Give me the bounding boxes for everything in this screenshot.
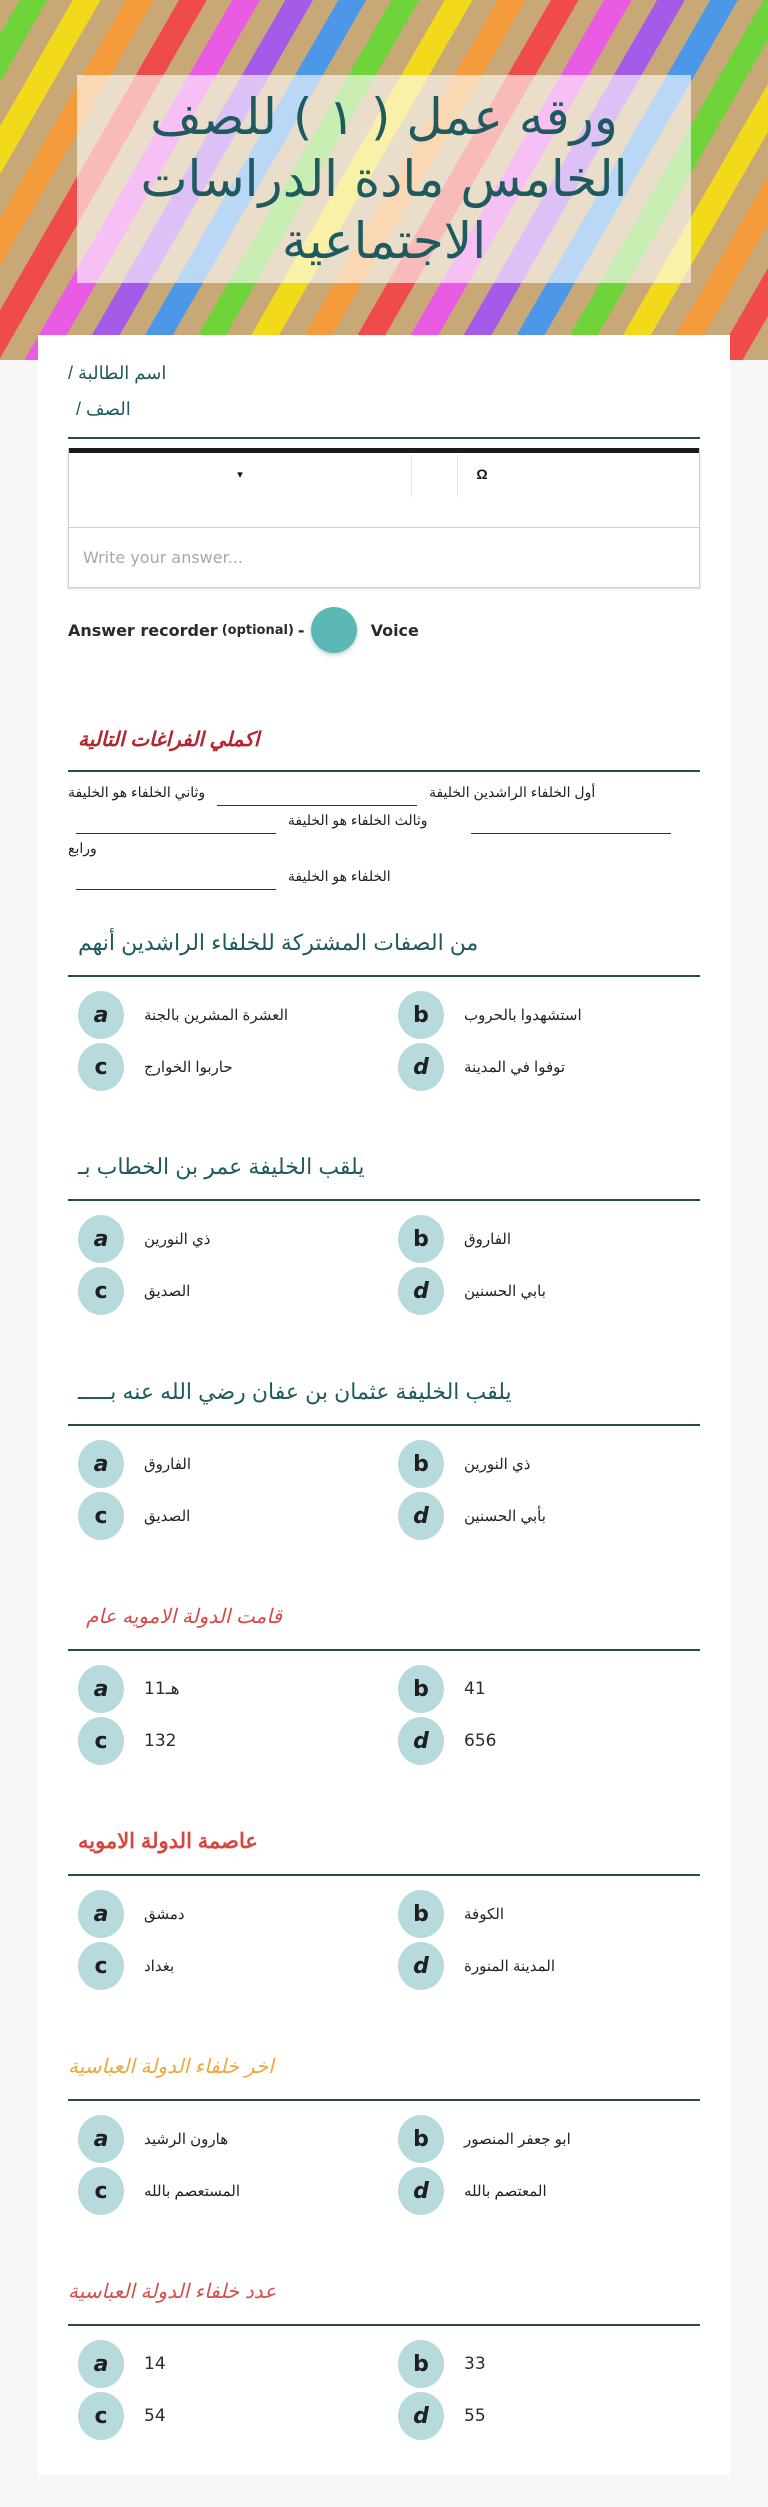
option-text: المدينة المنورة [464,1958,555,1975]
options-grid [68,991,700,1091]
question-4 [68,1597,700,1765]
question-2 [68,1147,700,1315]
option-c[interactable] [78,1942,390,1990]
options-grid [68,1890,700,1990]
divider [68,975,700,977]
option-text: الفاروق [464,1231,512,1248]
option-letter: c [78,1492,124,1540]
option-letter: a [78,1215,124,1263]
blank-text: وثالث الخلفاء هو الخليفة [287,812,428,828]
option-text: بابي الحسنين [464,1283,546,1300]
question-3 [68,1372,700,1540]
option-letter: b [398,1440,444,1488]
option-c[interactable] [78,2392,390,2440]
recorder-optional: (optional) [221,622,294,638]
question-title: من الصفات المشتركة للخلفاء الراشدين أنهم [78,930,479,955]
option-b[interactable] [398,2115,710,2163]
recorder-label: Answer recorder [68,620,218,640]
option-text: توفوا في المدينة [464,1059,566,1076]
answer-editor [68,448,700,588]
option-c[interactable] [78,1717,390,1765]
option-letter: c [78,1717,124,1765]
student-info [68,355,700,445]
divider [68,1874,700,1876]
option-c[interactable] [78,1043,390,1091]
options-grid [68,2115,700,2215]
option-a[interactable] [78,991,390,1039]
blank-field[interactable] [76,872,276,890]
section-title: اكملي الفراغات التالية [78,729,260,751]
option-b[interactable] [398,1890,710,1938]
special-character-button[interactable] [467,453,497,495]
option-letter: d [398,1492,444,1540]
divider [68,2324,700,2326]
option-b[interactable] [398,991,710,1039]
worksheet-title: ورقه عمل ( ١ ) للصف الخامس مادة الدراسات الاجتماعية [140,88,628,270]
option-letter: d [398,1942,444,1990]
question-title: قامت الدولة الامويه عام [86,1606,283,1628]
option-letter: a [78,1665,124,1713]
title-box [77,75,691,283]
option-text: 656 [464,1731,497,1751]
option-text: 132 [144,1731,177,1751]
option-letter: b [398,1890,444,1938]
question-1 [68,923,700,1091]
option-text: حاربوا الخوارج [144,1059,233,1076]
option-text: ذي النورين [144,1231,211,1248]
worksheet-card [38,335,730,2475]
option-letter: d [398,1717,444,1765]
option-text: استشهدوا بالحروب [464,1007,582,1024]
option-text: الصديق [144,1508,191,1525]
divider [68,1199,700,1201]
option-text: العشرة المشرين بالجنة [144,1007,289,1024]
divider [68,1649,700,1651]
blank-text: أول الخلفاء الراشدين الخليفة [428,784,596,800]
option-b[interactable] [398,2340,710,2388]
option-letter: c [78,1267,124,1315]
options-grid [68,2340,700,2440]
option-letter: d [398,2167,444,2215]
omega-icon: Ω [476,466,488,482]
option-letter: b [398,2115,444,2163]
option-text: 11هـ [144,1679,180,1699]
header-banner [0,0,768,360]
option-text: الصديق [144,1283,191,1300]
option-letter: d [398,2392,444,2440]
option-text: المستعصم بالله [144,2183,241,2200]
recorder-dash: - [297,620,305,640]
answer-recorder [68,605,700,655]
question-title: عدد خلفاء الدولة العباسية [68,2281,277,2303]
option-letter: b [398,991,444,1039]
option-letter: a [78,1890,124,1938]
option-text: الكوفة [464,1906,504,1923]
option-letter: a [78,1440,124,1488]
question-7 [68,2272,700,2440]
options-grid [68,1215,700,1315]
format-dropdown[interactable] [69,453,411,495]
option-text: 14 [144,2354,166,2374]
option-a[interactable] [78,1665,390,1713]
option-letter: a [78,2340,124,2388]
chevron-down-icon: ▾ [237,468,243,481]
blank-text: ورابع [68,840,97,856]
option-text: المعتصم بالله [464,2183,547,2200]
option-letter: c [78,1942,124,1990]
option-text: دمشق [144,1906,185,1923]
option-text: 41 [464,1679,486,1699]
option-text: هارون الرشيد [144,2131,229,2148]
options-grid [68,1440,700,1540]
options-grid [68,1665,700,1765]
option-b[interactable] [398,1215,710,1263]
blank-text: الخلفاء هو الخليفة [287,868,391,884]
option-d[interactable] [398,1267,710,1315]
toolbar-separator [411,455,412,497]
option-letter: a [78,991,124,1039]
option-a[interactable] [78,2115,390,2163]
answer-input[interactable] [69,528,699,586]
blank-field[interactable] [471,816,671,834]
question-title: يلقب الخليفة عثمان بن عفان رضي الله عنه بـــــ [78,1379,512,1404]
option-d[interactable] [398,2167,710,2215]
option-text: 33 [464,2354,486,2374]
class-label: الصف / [76,399,131,419]
toolbar-separator [457,455,458,497]
question-6 [68,2047,700,2215]
blank-text: وثاني الخلفاء هو الخليفة [68,784,206,800]
editor-toolbar [69,453,699,528]
option-text: 55 [464,2406,486,2426]
option-text: ذي النورين [464,1456,531,1473]
option-letter: b [398,1215,444,1263]
record-voice-button[interactable] [311,607,357,653]
question-5 [68,1822,700,1990]
option-a[interactable] [78,2340,390,2388]
option-text: ابو جعفر المنصور [464,2131,571,2148]
option-b[interactable] [398,1440,710,1488]
option-letter: a [78,2115,124,2163]
divider [68,437,700,439]
divider [68,1424,700,1426]
option-c[interactable] [78,2167,390,2215]
option-text: الفاروق [144,1456,192,1473]
option-d[interactable] [398,1043,710,1091]
option-b[interactable] [398,1665,710,1713]
option-a[interactable] [78,1440,390,1488]
option-d[interactable] [398,2392,710,2440]
option-letter: b [398,1665,444,1713]
student-name-label: اسم الطالبة / [68,363,167,383]
option-letter: c [78,2167,124,2215]
option-d[interactable] [398,1717,710,1765]
fill-blanks-text [68,778,700,890]
question-title: عاصمة الدولة الامويه [78,1830,258,1853]
question-title: اخر خلفاء الدولة العباسية [68,2056,274,2078]
option-text: بأبي الحسنين [464,1508,546,1525]
option-text: 54 [144,2406,166,2426]
option-letter: c [78,1043,124,1091]
option-letter: c [78,2392,124,2440]
option-c[interactable] [78,1492,390,1540]
divider [68,2099,700,2101]
question-title: يلقب الخليفة عمر بن الخطاب بـ [78,1154,365,1179]
option-a[interactable] [78,1215,390,1263]
option-d[interactable] [398,1492,710,1540]
blank-field[interactable] [76,816,276,834]
blank-field[interactable] [217,788,417,806]
fill-blanks-section [68,720,700,890]
option-a[interactable] [78,1890,390,1938]
option-letter: d [398,1267,444,1315]
option-d[interactable] [398,1942,710,1990]
option-text: بغداد [144,1958,175,1975]
divider [68,770,700,772]
option-letter: d [398,1043,444,1091]
voice-label: Voice [370,620,419,640]
option-c[interactable] [78,1267,390,1315]
option-letter: b [398,2340,444,2388]
